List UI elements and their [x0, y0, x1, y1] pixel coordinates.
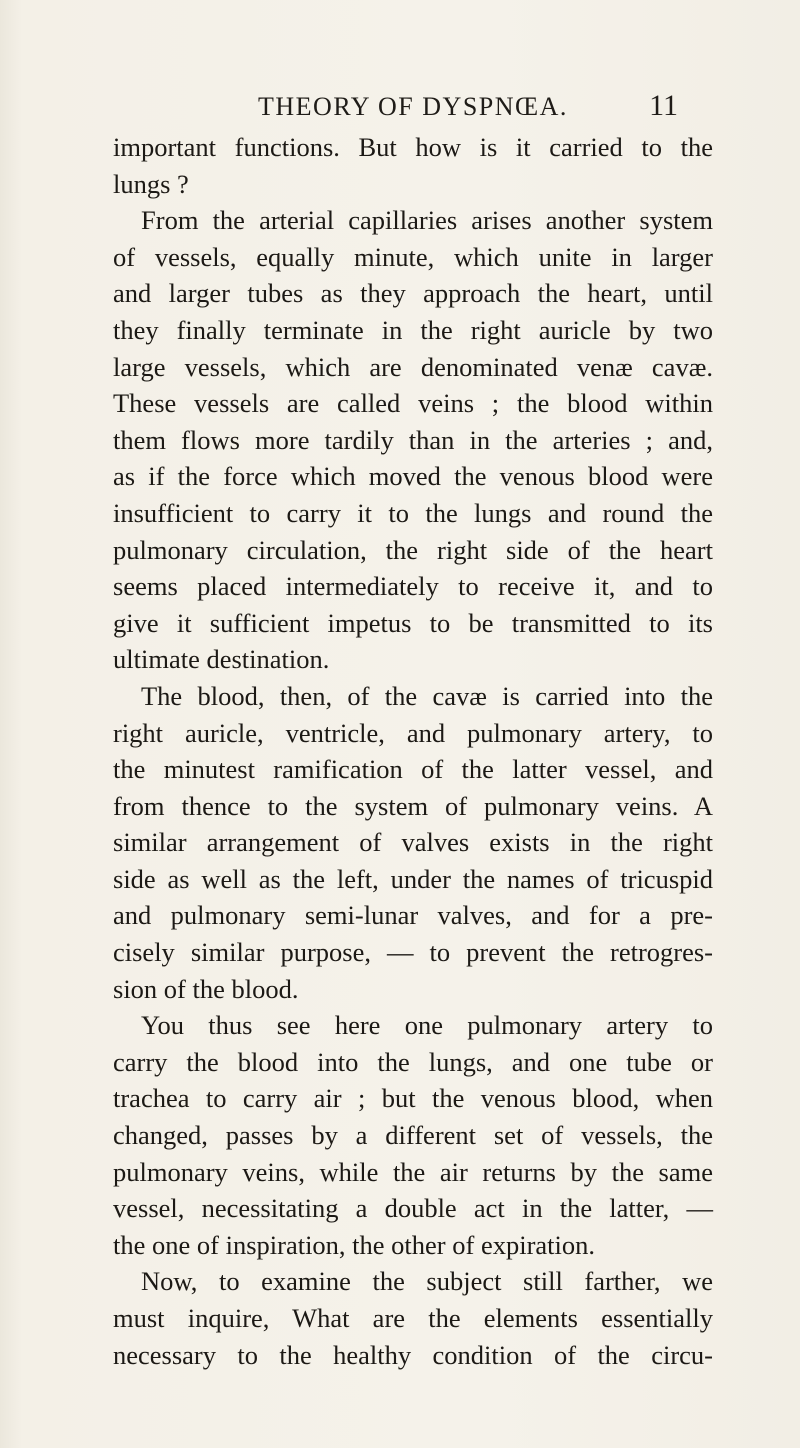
- text-line: right auricle, ventricle, and pulmonary artery, to: [113, 717, 713, 748]
- text-line: give it sufficient impetus to be transmitted to its: [113, 607, 713, 638]
- text-line: Now, to examine the subject still farther, we: [141, 1266, 713, 1297]
- text-line: carry the blood into the lungs, and one tube or: [113, 1046, 713, 1077]
- text-line: These vessels are called veins ; the blood within: [113, 388, 713, 419]
- text-line: side as well as the left, under the names of tricuspid: [113, 863, 713, 894]
- text-line: You thus see here one pulmonary artery to: [141, 1010, 713, 1041]
- text-line: insufficient to carry it to the lungs and round the: [113, 497, 713, 528]
- text-line: from thence to the system of pulmonary veins. A: [113, 790, 713, 821]
- text-line: sion of the blood.: [113, 973, 299, 1004]
- text-line: similar arrangement of valves exists in the right: [113, 827, 713, 858]
- text-line: must inquire, What are the elements essentially: [113, 1303, 713, 1333]
- text-line: From the arterial capillaries arises another system: [141, 205, 713, 236]
- text-line: they finally terminate in the right auricle by two: [113, 314, 713, 345]
- text-line: ultimate destination.: [113, 644, 330, 675]
- text-line: cisely similar purpose, — to prevent the retrogres-: [113, 937, 713, 968]
- running-head: [258, 89, 678, 122]
- text-line: and pulmonary semi-lunar valves, and for a pre-: [113, 900, 713, 931]
- body-text: [113, 129, 713, 1373]
- text-line: the one of inspiration, the other of expiration.: [113, 1229, 596, 1260]
- text-line: seems placed intermediately to receive it, and to: [113, 571, 713, 602]
- text-line: of vessels, equally minute, which unite in larger: [113, 241, 713, 272]
- running-title: THEORY OF DYSPNŒA.: [258, 92, 568, 121]
- text-line: the minutest ramification of the latter vessel, and: [113, 754, 713, 785]
- text-line: them flows more tardily than in the arteries ; and,: [113, 424, 713, 455]
- text-line: vessel, necessitating a double act in the latter, —: [113, 1193, 713, 1224]
- text-line: lungs ?: [113, 168, 189, 199]
- text-line: pulmonary circulation, the right side of the heart: [113, 534, 713, 565]
- page-number: 11: [649, 89, 678, 122]
- text-line: trachea to carry air ; but the venous blood, when: [113, 1083, 713, 1114]
- text-line: as if the force which moved the venous blood were: [113, 461, 713, 492]
- text-line: and larger tubes as they approach the heart, until: [113, 278, 713, 309]
- text-line: changed, passes by a different set of vessels, the: [113, 1120, 713, 1151]
- text-line: pulmonary veins, while the air returns by the same: [113, 1156, 713, 1187]
- text-line: important functions. But how is it carried to the: [113, 132, 713, 162]
- text-line: necessary to the healthy condition of the circu-: [113, 1339, 713, 1370]
- text-line: large vessels, which are denominated venæ cavæ.: [113, 351, 713, 382]
- text-line: The blood, then, of the cavæ is carried into the: [141, 680, 713, 711]
